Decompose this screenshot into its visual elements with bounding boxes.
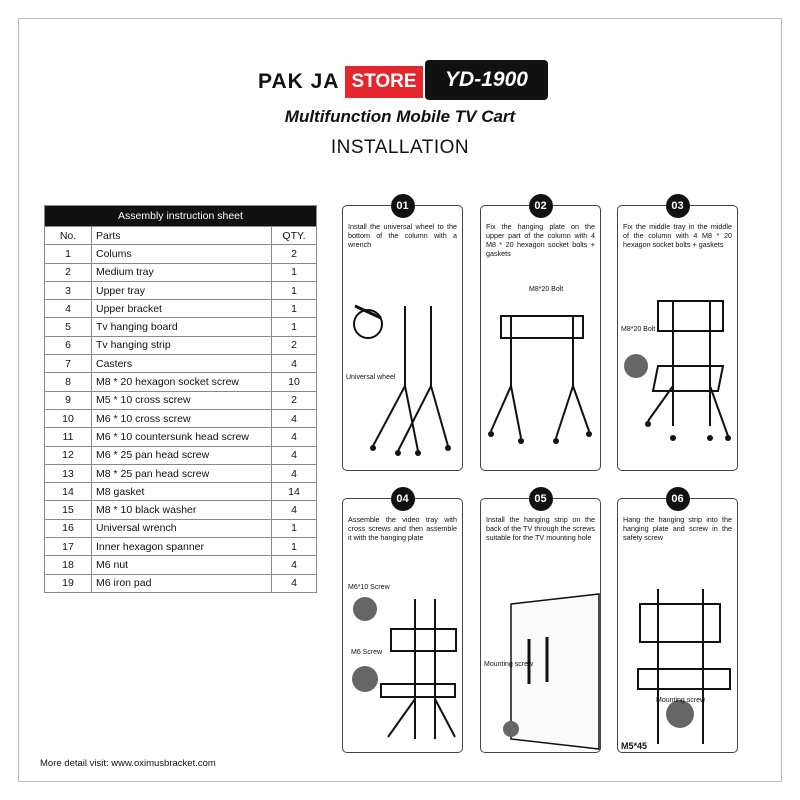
- part-name: Casters: [92, 355, 272, 373]
- part-number: 7: [45, 355, 92, 373]
- part-name: Universal wrench: [92, 519, 272, 537]
- step-instruction: Hang the hanging strip into the hanging plate and screw in the safety screw: [623, 515, 732, 542]
- table-row: [45, 483, 317, 501]
- step-label: M6 Screw: [351, 649, 383, 656]
- table-row: [45, 519, 317, 537]
- header-no: No.: [45, 227, 92, 245]
- part-qty: 4: [272, 556, 317, 574]
- part-name: Inner hexagon spanner: [92, 538, 272, 556]
- part-qty: 1: [272, 263, 317, 281]
- step-label: M8*20 Bolt: [529, 286, 564, 293]
- step-label: Mounting screw: [656, 697, 706, 704]
- step-label: M8*20 Bolt: [621, 326, 656, 333]
- part-number: 19: [45, 574, 92, 592]
- step-instruction: Install the hanging strip on the back of the TV through the screws suitable for the TV mounting hole: [486, 515, 595, 542]
- part-number: 8: [45, 373, 92, 391]
- header-parts: Parts: [92, 227, 272, 245]
- cart-frame-illustration: [618, 499, 739, 754]
- part-number: 1: [45, 245, 92, 263]
- part-qty: 1: [272, 300, 317, 318]
- step-5-panel: [480, 493, 601, 753]
- table-row: [45, 318, 317, 336]
- part-qty: 1: [272, 538, 317, 556]
- parts-table: [44, 205, 317, 593]
- footer-link-text: More detail visit: www.oximusbracket.com: [40, 758, 216, 769]
- step-number: 04: [391, 487, 415, 511]
- logo-badge: STORE: [345, 66, 422, 98]
- step-number: 05: [529, 487, 553, 511]
- part-number: 5: [45, 318, 92, 336]
- part-qty: 14: [272, 483, 317, 501]
- table-caption: Assembly instruction sheet: [45, 206, 317, 227]
- part-number: 10: [45, 409, 92, 427]
- tv-back-illustration: [481, 499, 602, 754]
- part-qty: 4: [272, 574, 317, 592]
- part-name: M5 * 10 cross screw: [92, 391, 272, 409]
- part-number: 17: [45, 538, 92, 556]
- part-qty: 1: [272, 519, 317, 537]
- cart-frame-illustration: [343, 206, 464, 472]
- table-row: [45, 373, 317, 391]
- part-name: M6 * 25 pan head screw: [92, 446, 272, 464]
- part-number: 6: [45, 336, 92, 354]
- step-instruction: Fix the hanging plate on the upper part of the column with 4 M8 * 20 hexagon socket bolts + gaskets: [486, 222, 595, 258]
- part-name: Upper tray: [92, 281, 272, 299]
- part-name: M6 iron pad: [92, 574, 272, 592]
- part-number: 14: [45, 483, 92, 501]
- part-number: 16: [45, 519, 92, 537]
- table-row: [45, 428, 317, 446]
- table-row: [45, 336, 317, 354]
- part-name: Medium tray: [92, 263, 272, 281]
- page-title: Multifunction Mobile TV Cart: [284, 107, 516, 126]
- part-name: M8 gasket: [92, 483, 272, 501]
- table-row: [45, 300, 317, 318]
- table-row: [45, 281, 317, 299]
- step-2-panel: [480, 200, 601, 471]
- step-number: 03: [666, 194, 690, 218]
- part-number: 2: [45, 263, 92, 281]
- part-name: M6 * 10 cross screw: [92, 409, 272, 427]
- part-qty: 4: [272, 446, 317, 464]
- step-number: 06: [666, 487, 690, 511]
- part-name: M8 * 10 black washer: [92, 501, 272, 519]
- part-number: 3: [45, 281, 92, 299]
- cart-frame-illustration: [618, 206, 739, 472]
- part-number: 13: [45, 464, 92, 482]
- step-6-panel: [617, 493, 738, 753]
- step-4-panel: [342, 493, 463, 753]
- part-qty: 1: [272, 281, 317, 299]
- table-row: [45, 501, 317, 519]
- part-qty: 2: [272, 391, 317, 409]
- part-qty: 4: [272, 355, 317, 373]
- part-name: M8 * 25 pan head screw: [92, 464, 272, 482]
- part-number: 18: [45, 556, 92, 574]
- step-label: Mounting screw: [484, 661, 534, 668]
- step-label: M5*45: [621, 741, 648, 751]
- step-1-panel: [342, 200, 463, 471]
- table-row: [45, 409, 317, 427]
- part-name: M8 * 20 hexagon socket screw: [92, 373, 272, 391]
- part-name: Tv hanging board: [92, 318, 272, 336]
- part-name: Upper bracket: [92, 300, 272, 318]
- part-number: 11: [45, 428, 92, 446]
- part-qty: 10: [272, 373, 317, 391]
- part-name: Colums: [92, 245, 272, 263]
- part-qty: 4: [272, 428, 317, 446]
- header-qty: QTY.: [272, 227, 317, 245]
- part-number: 12: [45, 446, 92, 464]
- part-number: 15: [45, 501, 92, 519]
- table-row: [45, 391, 317, 409]
- cart-frame-illustration: [481, 206, 602, 472]
- logo-text: PAK JA: [258, 70, 340, 93]
- step-instruction: Fix the middle tray in the middle of the column with 4 M8 * 20 hexagon socket bolts + gaskets: [623, 222, 732, 249]
- page-subtitle: INSTALLATION: [330, 137, 470, 158]
- step-instruction: Assemble the video tray with cross screws and then assemble it with the hanging plate: [348, 515, 457, 542]
- model-badge: YD-1900: [425, 60, 548, 100]
- part-name: Tv hanging strip: [92, 336, 272, 354]
- table-row: [45, 538, 317, 556]
- table-row: [45, 245, 317, 263]
- table-row: [45, 355, 317, 373]
- cart-frame-illustration: [343, 499, 464, 754]
- part-qty: 4: [272, 409, 317, 427]
- store-logo: [258, 64, 423, 100]
- part-number: 4: [45, 300, 92, 318]
- table-row: [45, 556, 317, 574]
- part-qty: 2: [272, 245, 317, 263]
- table-row: [45, 574, 317, 592]
- step-number: 01: [391, 194, 415, 218]
- part-name: M6 * 10 countersunk head screw: [92, 428, 272, 446]
- table-row: [45, 464, 317, 482]
- part-name: M6 nut: [92, 556, 272, 574]
- step-label: Universal wheel: [346, 374, 396, 381]
- part-qty: 4: [272, 501, 317, 519]
- table-row: [45, 263, 317, 281]
- step-number: 02: [529, 194, 553, 218]
- part-qty: 1: [272, 318, 317, 336]
- part-qty: 4: [272, 464, 317, 482]
- step-label: M6*10 Screw: [348, 584, 390, 591]
- part-qty: 2: [272, 336, 317, 354]
- step-3-panel: [617, 200, 738, 471]
- step-instruction: Install the universal wheel to the bottom of the column with a wrench: [348, 222, 457, 249]
- part-number: 9: [45, 391, 92, 409]
- table-row: [45, 446, 317, 464]
